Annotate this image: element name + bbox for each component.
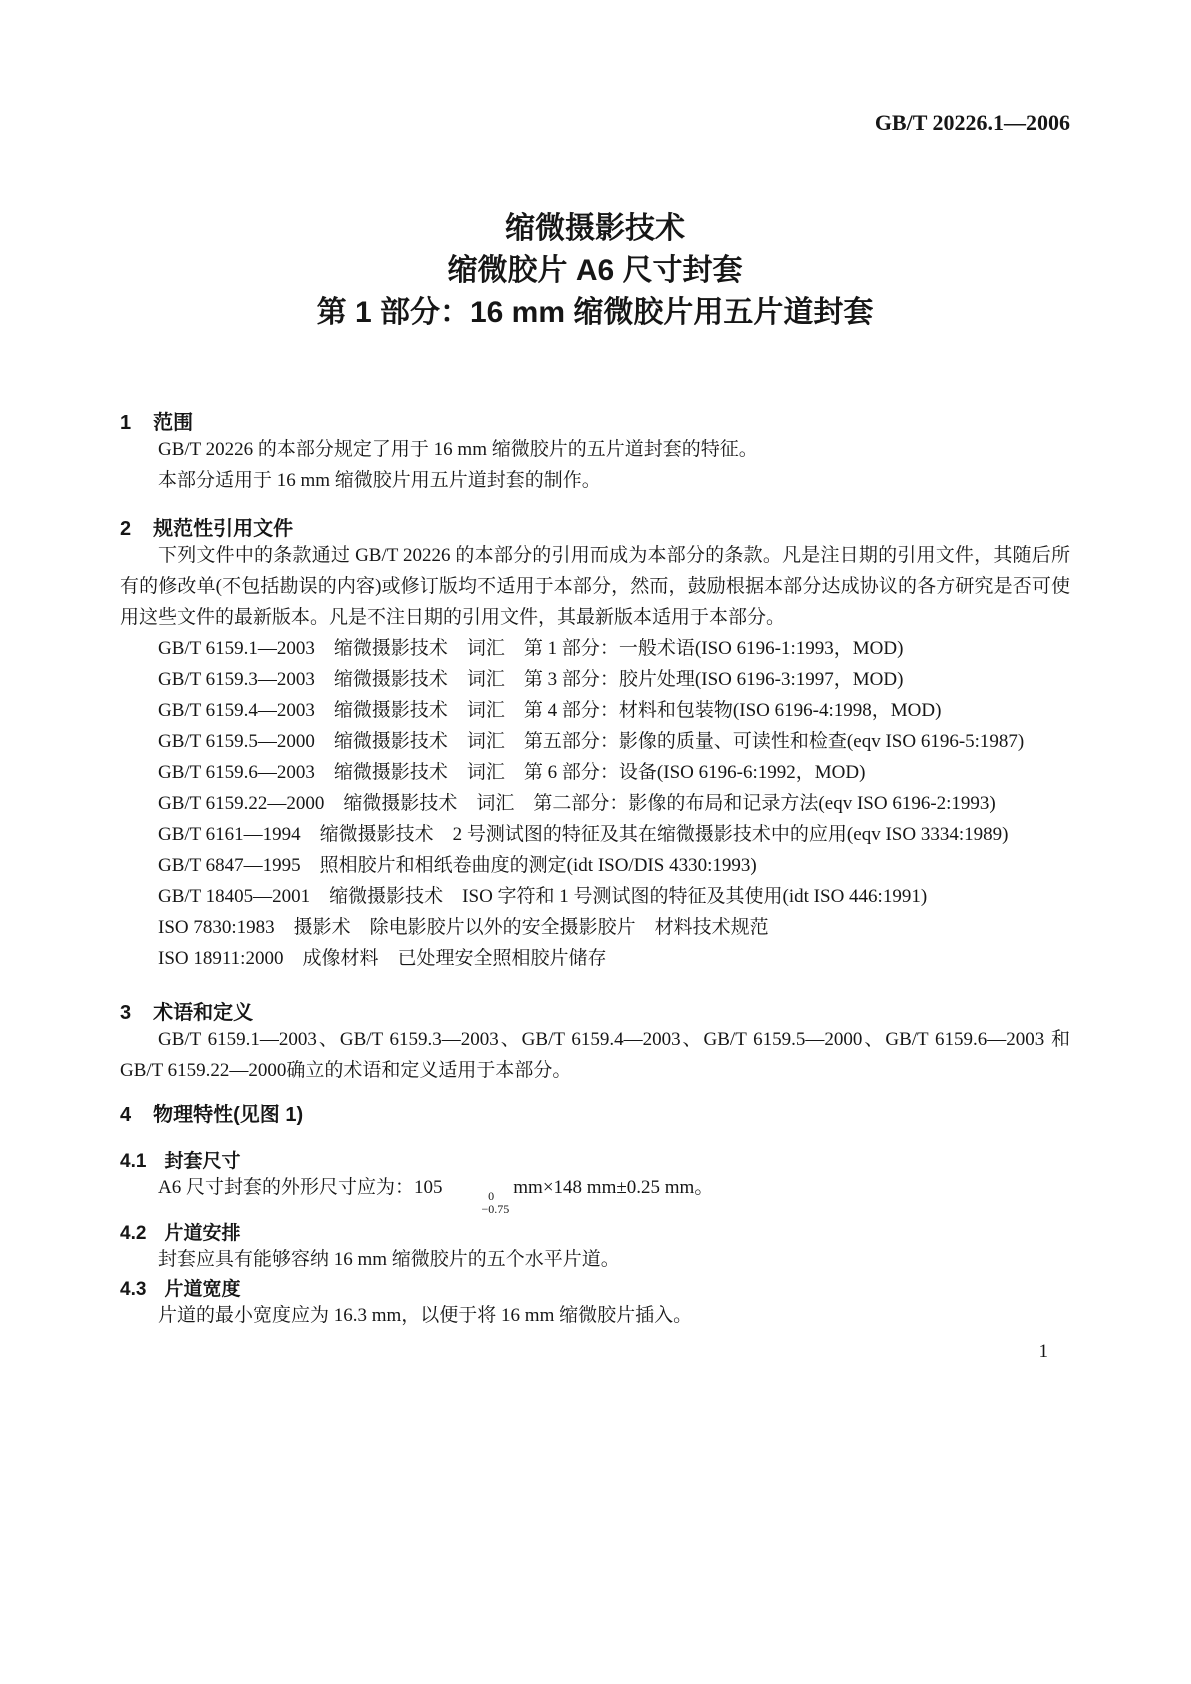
section-1-paragraph-1: GB/T 20226 的本部分规定了用于 16 mm 缩微胶片的五片道封套的特征。: [158, 439, 758, 460]
section-1-title: 范围: [153, 412, 194, 434]
section-4-3-paragraph: 片道的最小宽度应为 16.3 mm，以便于将 16 mm 缩微胶片插入。: [158, 1305, 693, 1327]
section-4-heading: [120, 1104, 1070, 1126]
section-1-paragraph-2: 本部分适用于 16 mm 缩微胶片用五片道封套的制作。: [158, 470, 601, 491]
section-3-heading: [120, 1002, 1070, 1024]
reference-item: GB/T 6159.5—2000 缩微摄影技术 词汇 第五部分：影像的质量、可读性和检查(eqv ISO 6196-5:1987): [158, 731, 1025, 752]
section-1-number: 1: [120, 412, 132, 434]
section-2-intro: 下列文件中的条款通过 GB/T 20226 的本部分的引用而成为本部分的条款。凡是注日期的引用文件，其随后所有的修改单(不包括勘误的内容)或修订版均不适用于本部分，然而，鼓励根据本部分达成协议的各方研究是否可使用这些文件的最新版本。凡是不注日期的引用文件，其最新版本适用于本部分。: [120, 545, 1070, 628]
section-4-3-heading: [120, 1279, 1070, 1300]
section-2-number: 2: [120, 518, 132, 540]
section-4-2-title: 片道安排: [164, 1223, 241, 1245]
reference-item: GB/T 6847—1995 照相胶片和相纸卷曲度的测定(idt ISO/DIS 4330:1993): [158, 855, 757, 876]
reference-item: GB/T 6161—1994 缩微摄影技术 2 号测试图的特征及其在缩微摄影技术中的应用(eqv ISO 3334:1989): [158, 824, 1009, 845]
section-4-3-number: 4.3: [120, 1279, 147, 1301]
section-2-title: 规范性引用文件: [153, 518, 294, 540]
standard-code: GB/T 20226.1—2006: [874, 110, 1070, 135]
page-footer: [120, 1339, 1070, 1365]
reference-item: GB/T 6159.22—2000 缩微摄影技术 词汇 第二部分：影像的布局和记录方法(eqv ISO 6196-2:1993): [158, 793, 996, 814]
reference-item: ISO 18911:2000 成像材料 已处理安全照相胶片储存: [158, 948, 607, 969]
reference-item: GB/T 6159.1—2003 缩微摄影技术 词汇 第 1 部分：一般术语(ISO 6196-1:1993，MOD): [158, 638, 904, 659]
section-4-number: 4: [120, 1104, 132, 1126]
section-4-2-heading: [120, 1223, 1070, 1244]
section-4-2-number: 4.2: [120, 1223, 147, 1245]
reference-item: GB/T 6159.4—2003 缩微摄影技术 词汇 第 4 部分：材料和包装物(ISO 6196-4:1998，MOD): [158, 700, 942, 721]
section-4-1-title: 封套尺寸: [164, 1151, 241, 1172]
title-line-2: 缩微胶片 A6 尺寸封套: [447, 254, 743, 287]
section-4-1-paragraph: [120, 1172, 1070, 1215]
section-1-heading: [120, 412, 1070, 434]
reference-item: GB/T 6159.3—2003 缩微摄影技术 词汇 第 3 部分：胶片处理(ISO 6196-3:1997，MOD): [158, 669, 904, 690]
section-4-1-number: 4.1: [120, 1151, 147, 1172]
title-line-3: 第 1 部分：16 mm 缩微胶片用五片道封套: [316, 296, 874, 329]
section-2-heading: [120, 518, 1070, 540]
tolerance-lower: −0.75: [481, 1201, 510, 1216]
section-4-2-paragraph: 封套应具有能够容纳 16 mm 缩微胶片的五个水平片道。: [158, 1249, 620, 1271]
dimension-text-prefix: A6 尺寸封套的外形尺寸应为：105: [158, 1177, 443, 1198]
reference-item: GB/T 18405—2001 缩微摄影技术 ISO 字符和 1 号测试图的特征及其使用(idt ISO 446:1991): [158, 886, 928, 907]
document-title: [120, 208, 1070, 334]
page-number: 1: [1038, 1341, 1048, 1363]
section-3-title: 术语和定义: [153, 1002, 254, 1024]
section-3-number: 3: [120, 1002, 132, 1024]
section-4-1-heading: [120, 1151, 1070, 1172]
tolerance-stack: [443, 1190, 509, 1215]
section-4-title: 物理特性(见图 1): [153, 1104, 304, 1126]
reference-item: ISO 7830:1983 摄影术 除电影胶片以外的安全摄影胶片 材料技术规范: [158, 917, 769, 938]
section-4-3-title: 片道宽度: [164, 1279, 241, 1301]
dimension-text-suffix: mm×148 mm±0.25 mm。: [513, 1177, 714, 1198]
title-line-1: 缩微摄影技术: [505, 212, 685, 245]
reference-item: GB/T 6159.6—2003 缩微摄影技术 词汇 第 6 部分：设备(ISO 6196-6:1992，MOD): [158, 762, 866, 783]
section-3-paragraph: GB/T 6159.1—2003、GB/T 6159.3—2003、GB/T 6159.4—2003、GB/T 6159.5—2000、GB/T 6159.6—2003 和 GB/T 6159.22—2000确立的术语和定义适用于本部分。: [120, 1029, 1070, 1081]
tolerance-upper: 0: [488, 1189, 495, 1203]
